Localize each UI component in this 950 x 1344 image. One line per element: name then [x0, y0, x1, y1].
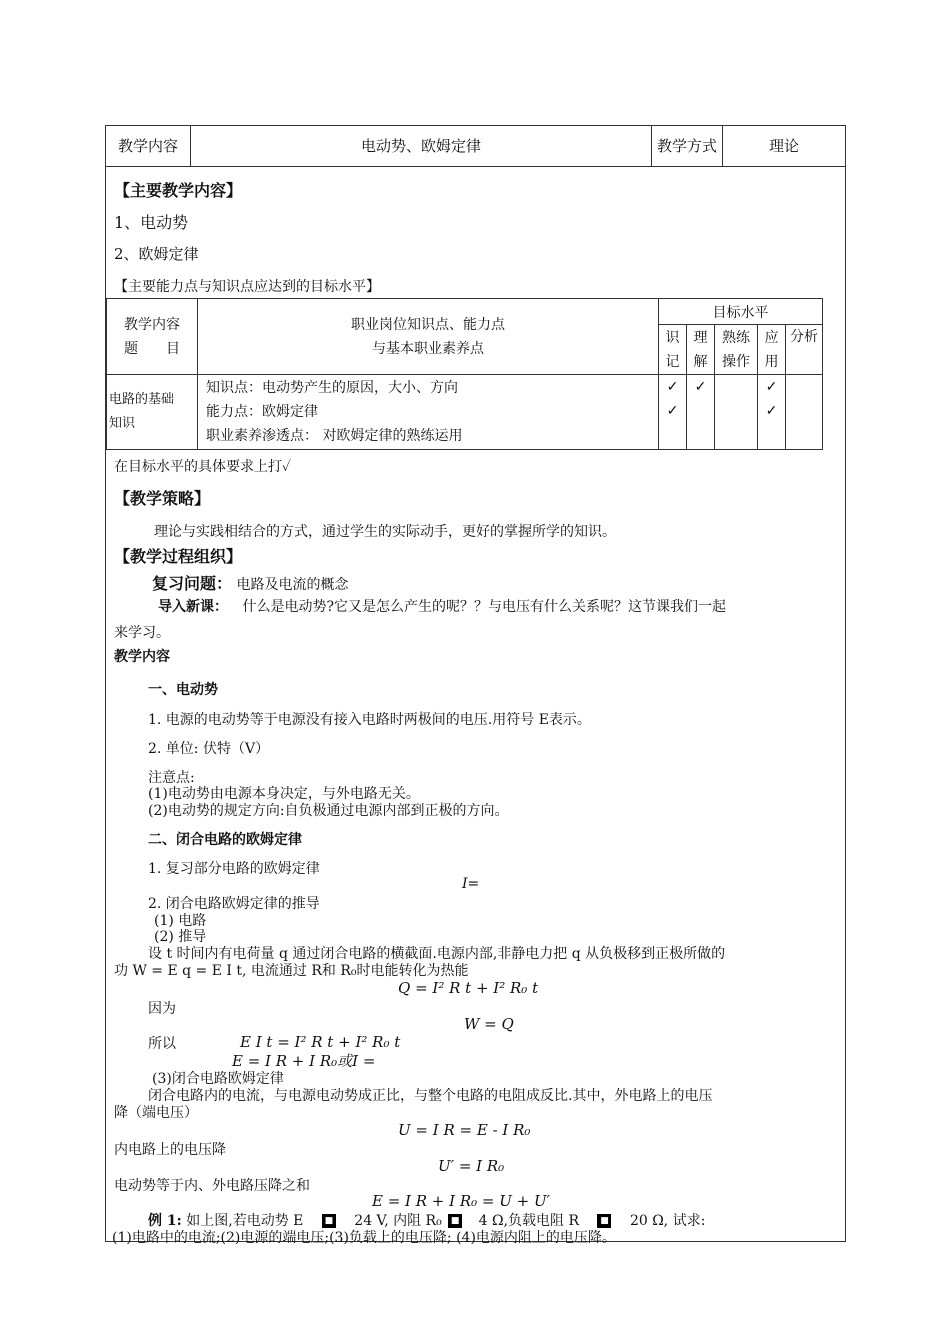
check-mark: ✓	[666, 403, 679, 419]
example-text-d: 20 Ω, 试求:	[629, 1213, 706, 1229]
circuit-label: (1) 电路	[154, 913, 207, 929]
example-label: 例 1:	[148, 1213, 182, 1229]
header-row	[106, 126, 845, 167]
formula-current: I=	[462, 876, 480, 892]
missing-symbol-icon: ■	[448, 1214, 462, 1228]
goals-header-points-line2: 与基本职业素养点	[372, 340, 484, 357]
lesson-topic: 电动势、欧姆定律	[360, 137, 481, 155]
formula-emf: E = I R + I R₀或I =	[232, 1052, 376, 1070]
review-label: 复习问题：	[152, 574, 233, 593]
emf-unit: 2. 单位: 伏特（V）	[148, 741, 270, 757]
goals-header-level: 目标水平	[659, 299, 823, 325]
content-label: 教学内容	[114, 649, 170, 665]
main-content-title: 【主要教学内容】	[114, 181, 243, 200]
intro-label: 导入新课：	[158, 599, 228, 615]
section-emf-title: 一、电动势	[148, 682, 218, 698]
note-2: (2)电动势的规定方向:自负极通过电源内部到正极的方向。	[148, 803, 509, 819]
process-title: 【教学过程组织】	[114, 547, 243, 566]
law-text-1: 闭合电路内的电流，与电源电动势成正比，与整个电路的电阻成反比.其中，外电路上的电压	[148, 1088, 713, 1104]
so-label: 所以	[148, 1036, 176, 1052]
check-mark: ✓	[694, 379, 707, 395]
row-points	[198, 375, 659, 450]
because-label: 因为	[148, 1001, 176, 1017]
goals-note: 在目标水平的具体要求上打✓	[114, 459, 292, 475]
derive-label: (2) 推导	[154, 929, 207, 945]
level-analyze	[786, 325, 823, 375]
missing-symbol-icon: ■	[597, 1214, 611, 1228]
goals-header-points-line1: 职业岗位知识点、能力点	[351, 316, 505, 333]
knowledge-point: 知识点：电动势产生的原因，大小、方向	[206, 380, 458, 396]
list-item-emf: 1、电动势	[114, 213, 189, 232]
example-questions: (1)电路中的电流;(2)电源的端电压;(3)负载上的电压降; (4)电源内阻上的电压降。	[112, 1230, 616, 1246]
header-content-label: 教学内容	[117, 137, 178, 155]
sum-label: 电动势等于内、外电路压降之和	[114, 1178, 310, 1194]
teaching-method: 理论	[768, 137, 799, 155]
note-label: 注意点:	[148, 770, 195, 786]
strategy-text: 理论与实践相结合的方式，通过学生的实际动手，更好的掌握所学的知识。	[154, 524, 616, 540]
emf-definition: 1. 电源的电动势等于电源没有接入电路时两极间的电压.用符号 E表示。	[148, 712, 591, 728]
intro-text-cont: 来学习。	[114, 625, 170, 641]
example-text-b: 24 V, 内阻 R₀	[354, 1213, 442, 1229]
derive-text-2: 功 W = E q = E I t, 电流通过 R和 R₀时电能转化为热能	[114, 963, 469, 979]
review-text: 电路及电流的概念	[236, 577, 349, 593]
level-memorize	[659, 325, 687, 375]
review-line	[152, 571, 348, 594]
intro-line	[158, 596, 726, 616]
level-label: 分析	[790, 329, 818, 345]
level-label: 解	[693, 353, 708, 370]
missing-symbol-icon: ■	[322, 1214, 336, 1228]
goals-header-topic-line1: 教学内容	[124, 316, 180, 333]
example-text-c: 4 Ω,负载电阻 R	[478, 1213, 580, 1229]
intro-text: 什么是电动势?它又是怎么产生的呢？？与电压有什么关系呢？这节课我们一起	[242, 599, 726, 615]
row-topic-line2: 知识	[109, 416, 136, 431]
goals-header-points	[198, 299, 659, 375]
formula-terminal-voltage: U = I R = E - I R₀	[398, 1121, 531, 1139]
law-text-2: 降（端电压）	[114, 1105, 198, 1121]
header-method-label: 教学方式	[656, 137, 717, 155]
formula-w-equals-q: W = Q	[464, 1015, 514, 1033]
formula-sum: E = I R + I R₀ = U + U′	[372, 1192, 551, 1210]
level-label: 用	[764, 353, 779, 370]
formula-eit: E I t = I² R t + I² R₀ t	[240, 1033, 401, 1051]
list-item-ohm: 2、欧姆定律	[114, 245, 199, 263]
ability-point: 能力点：欧姆定律	[206, 404, 318, 420]
derive-text-1: 设 t 时间内有电荷量 q 通过闭合电路的横截面.电源内部,非静电力把 q 从负极移到正极所做的	[148, 946, 726, 962]
check-cell-memorize	[659, 375, 687, 450]
level-skilled-operation	[715, 325, 758, 375]
check-cell-understand	[687, 375, 715, 450]
level-apply	[758, 325, 786, 375]
review-partial-ohm: 1. 复习部分电路的欧姆定律	[148, 861, 320, 877]
level-label: 熟练	[722, 329, 750, 346]
inner-drop-label: 内电路上的电压降	[114, 1142, 226, 1158]
closed-law-label: (3)闭合电路欧姆定律	[152, 1071, 284, 1087]
goals-header-topic	[107, 299, 198, 375]
check-mark: ✓	[765, 379, 778, 395]
check-cell-skilled	[715, 375, 758, 450]
check-cell-analyze	[786, 375, 823, 450]
level-label: 操作	[722, 353, 750, 370]
goals-title: 【主要能力点与知识点应达到的目标水平】	[114, 279, 380, 295]
example-text-a: 如上图,若电动势 E	[186, 1213, 304, 1229]
level-label: 应	[764, 329, 779, 346]
note-1: (1)电动势由电源本身决定，与外电路无关。	[148, 786, 420, 802]
strategy-title: 【教学策略】	[114, 489, 211, 508]
level-understand	[687, 325, 715, 375]
goals-header-topic-line2: 题 目	[124, 340, 180, 357]
check-cell-apply	[758, 375, 786, 450]
formula-inner-voltage: U′ = I R₀	[438, 1157, 505, 1175]
closed-circuit-derivation: 2. 闭合电路欧姆定律的推导	[148, 896, 320, 912]
level-label: 记	[665, 353, 680, 370]
row-topic	[107, 375, 198, 450]
formula-heat: Q = I² R t + I² R₀ t	[398, 979, 539, 997]
check-mark: ✓	[666, 379, 679, 395]
level-label: 识	[665, 329, 680, 346]
check-mark: ✓	[765, 403, 778, 419]
section-ohm-title: 二、闭合电路的欧姆定律	[148, 832, 302, 848]
row-topic-line1: 电路的基础	[109, 392, 175, 407]
lesson-plan-frame	[105, 125, 846, 1246]
level-label: 理	[693, 329, 708, 346]
quality-point: 职业素养渗透点： 对欧姆定律的熟练运用	[206, 428, 463, 444]
goals-table	[106, 298, 823, 450]
